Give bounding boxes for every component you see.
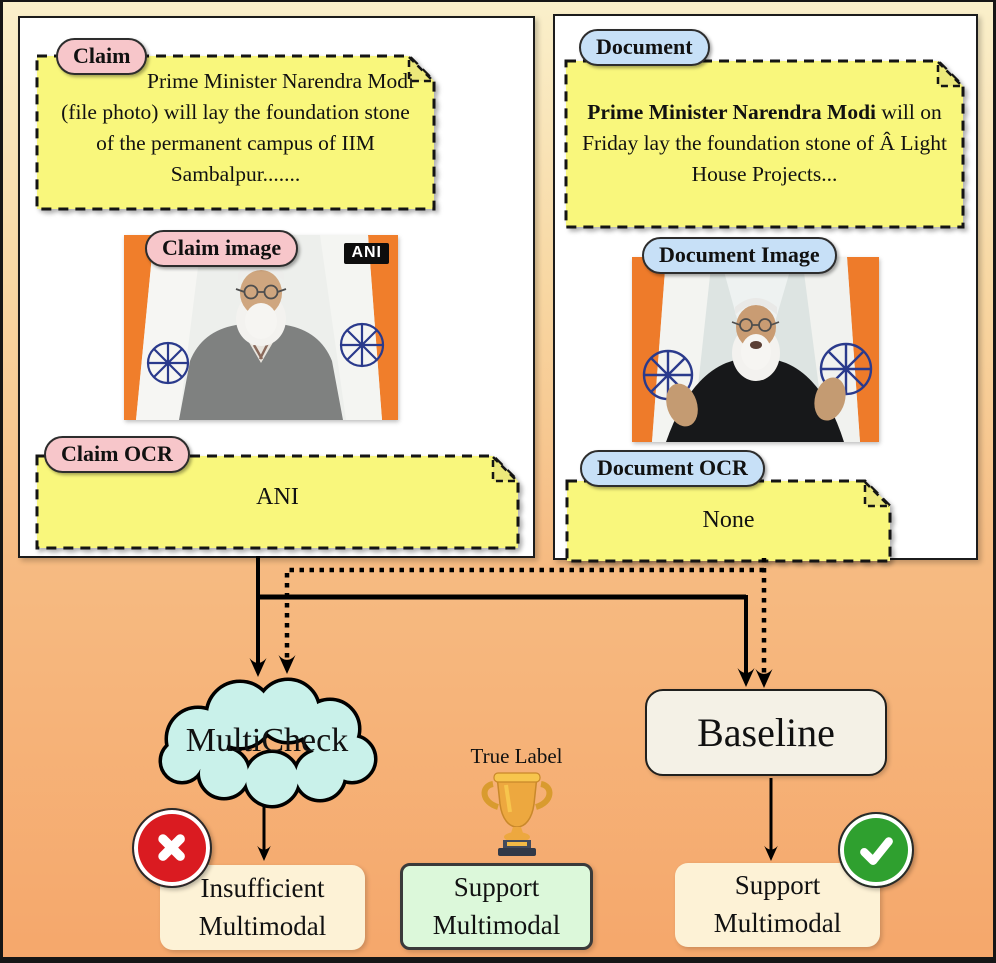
- claim-badge: Claim: [56, 38, 147, 75]
- document-ocr-text: None: [702, 507, 755, 533]
- true-label-caption: True Label: [470, 744, 563, 768]
- true-label-line1: Support: [453, 871, 540, 902]
- ani-watermark: ANI: [344, 243, 389, 264]
- claim-note: [35, 54, 436, 211]
- claim-ocr-badge: Claim OCR: [44, 436, 190, 473]
- claim-ocr-text: ANI: [256, 484, 299, 510]
- multicheck-label: MultiCheck: [185, 722, 349, 759]
- document-text-bold: Prime Minister Narendra Modi: [587, 100, 877, 124]
- document-text: [564, 59, 965, 190]
- multicheck-cloud: [145, 674, 389, 808]
- claim-image-badge: Claim image: [145, 230, 298, 267]
- baseline-label: Baseline: [697, 710, 835, 755]
- true-label-box: [400, 863, 593, 950]
- multicheck-result-line1: Insufficient: [200, 872, 325, 903]
- document-photo-illustration: [632, 257, 879, 442]
- document-ocr-badge: Document OCR: [580, 450, 765, 487]
- baseline-result-line1: Support: [734, 870, 821, 901]
- claim-text: Prime Minister Narendra Modi (file photo) will lay the foundation stone of the permanent campus of IIM Sambalpur.......: [61, 69, 414, 186]
- document-image-badge: Document Image: [642, 237, 837, 274]
- baseline-result-line2: Multimodal: [713, 908, 842, 938]
- trophy-icon: [481, 770, 553, 858]
- document-text-rest: will on Friday lay the foundation stone of Â Light House Projects...: [582, 100, 947, 186]
- multicheck-result-line2: Multimodal: [198, 910, 327, 941]
- true-label-line2: Multimodal: [432, 909, 561, 940]
- document-panel: [553, 14, 978, 560]
- document-badge: Document: [579, 29, 710, 66]
- claim-panel: [18, 16, 535, 558]
- document-photo: [632, 257, 879, 442]
- cross-icon: [132, 808, 212, 888]
- document-note: [564, 59, 965, 229]
- check-icon: [838, 812, 914, 888]
- document-ocr-note: [565, 479, 892, 563]
- baseline-box: [645, 689, 887, 776]
